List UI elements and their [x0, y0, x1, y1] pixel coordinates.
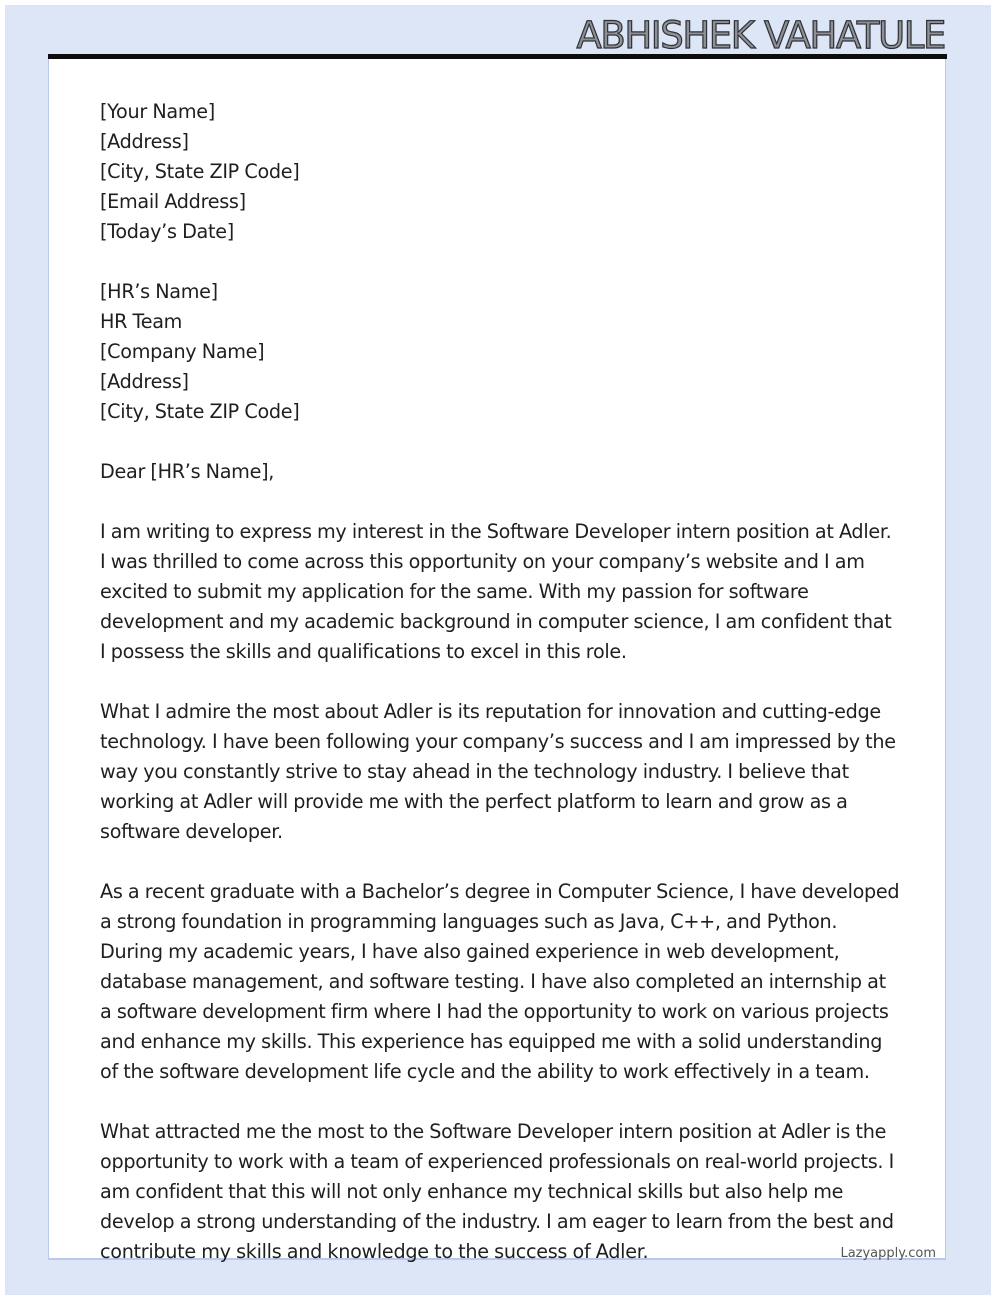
sender-email: [Email Address]: [100, 190, 246, 213]
body-paragraph-4: What attracted me the most to the Software Developer intern position at Adler is the opportunity to work with a team of experienced professionals on real-world projects. I am confident that this will not only enhance my technical skills but also help me develop a strong understanding of the industry. I am eager to learn from the best and contribute my skills and knowledge to the success of Adler.: [100, 1120, 894, 1263]
recipient-city: [City, State ZIP Code]: [100, 400, 300, 423]
sender-address: [Address]: [100, 130, 189, 153]
recipient-block: [100, 277, 902, 427]
sender-block: [100, 97, 902, 247]
body-paragraph-1: I am writing to express my interest in the Software Developer intern position at Adler. I was thrilled to come across this opportunity on your company’s website and I am excited to submit my application for the same. With my passion for software development and my academic background in computer science, I am confident that I possess the skills and qualifications to excel in this role.: [100, 520, 892, 663]
salutation: Dear [HR’s Name],: [100, 460, 275, 483]
watermark-text: Lazyapply.com: [840, 1246, 936, 1261]
letter-date: [Today’s Date]: [100, 220, 234, 243]
recipient-company: [Company Name]: [100, 340, 265, 363]
recipient-name: [HR’s Name]: [100, 280, 218, 303]
applicant-name-header: ABHISHEK VAHATULE: [576, 14, 945, 57]
recipient-address: [Address]: [100, 370, 189, 393]
sender-name: [Your Name]: [100, 100, 215, 123]
cover-letter: [100, 97, 902, 1297]
sender-city: [City, State ZIP Code]: [100, 160, 300, 183]
recipient-team: HR Team: [100, 310, 183, 333]
body-paragraph-3: As a recent graduate with a Bachelor’s degree in Computer Science, I have developed a strong foundation in programming languages such as Java, C++, and Python. During my academic years, I have also gained experience in web development, database management, and software testing. I have also completed an internship at a software development firm where I had the opportunity to work on various projects and enhance my skills. This experience has equipped me with a solid understanding of the software development life cycle and the ability to work effectively in a team.: [100, 880, 900, 1083]
body-paragraph-2: What I admire the most about Adler is its reputation for innovation and cutting-edge technology. I have been following your company’s success and I am impressed by the way you constantly strive to stay ahead in the technology industry. I believe that working at Adler will provide me with the perfect platform to learn and grow as a software developer.: [100, 700, 896, 843]
